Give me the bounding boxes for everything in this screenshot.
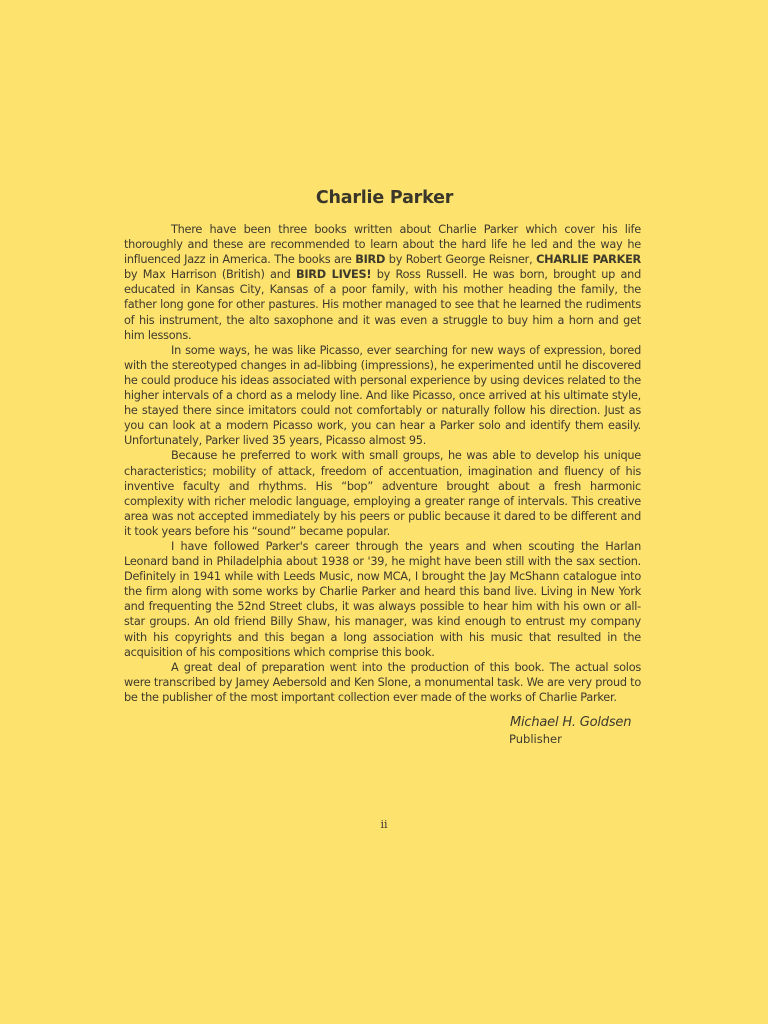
book-title: BIRD LIVES! [295, 268, 372, 282]
body-text [124, 222, 641, 705]
paragraph [124, 539, 641, 660]
paragraph-text: A great deal of preparation went into the production of this book. The actual solos were transcribed by Jamey Aebersold and Ken Slone, a monumental task. We are very proud to be the publisher of the most important collection ever made of the works of Charlie Parker. [124, 660, 641, 704]
signature-name: Michael H. Goldsen [510, 715, 632, 730]
paragraph-text: by Max Harrison (British) and [124, 268, 296, 282]
paragraph [124, 222, 641, 343]
paragraph [124, 448, 641, 539]
book-title: CHARLIE PARKER [536, 253, 641, 267]
paragraph-text: I have followed Parker's career through the years and when scouting the Harlan Leonard band in Philadelphia about 1938 or '39, he might have been still with the sax section. Definitely in 1941 while with Leeds Music, now MCA, I brought the Jay McShann catalogue into the firm along with some works by Charlie Parker and heard this band live. Living in New York and frequenting the 52nd Street clubs, it was always possible to hear him with his own or all-star groups. An old friend Billy Shaw, his manager, was kind enough to entrust my company with his copyrights and this began a long association with his music that resulted in the acquisition of his compositions which comprise this book. [124, 539, 641, 659]
paragraph-text: Because he preferred to work with small groups, he was able to develop his unique characteristics; mobility of attack, freedom of accentuation, imagination and fluency of his inventive faculty and rhythms. His “bop” adventure brought about a fresh harmonic complexity with richer melodic language, employing a greater range of intervals. This creative area was not accepted immediately by his peers or public because it dared to be different and it took years before his “sound” became popular. [124, 449, 641, 538]
page-title: Charlie Parker [315, 188, 454, 208]
paragraph [124, 343, 641, 449]
paragraph [124, 660, 641, 705]
signature-role: Publisher [509, 732, 562, 746]
signature-block [510, 714, 641, 748]
page-number: ii [380, 818, 388, 831]
paragraph-text: There have been three books written about Charlie Parker which cover his life thoroughly and these are recommended to learn about the hard life he led and the way he influenced Jazz in America. The books are [124, 223, 641, 267]
page-content [124, 188, 641, 748]
paragraph-text: by Robert George Reisner, [385, 253, 537, 267]
book-title: BIRD [355, 253, 386, 267]
paragraph-text: In some ways, he was like Picasso, ever searching for new ways of expression, bored with the stereotyped changes in ad-libbing (impressions), he experimented until he discovered he could produce his ideas associated with personal experience by using devices related to the higher intervals of a chord as a melody line. And like Picasso, once arrived at his ultimate style, he stayed there since imitators could not comfortably or naturally follow his direction. Just as you can look at a modern Picasso work, you can hear a Parker solo and identify them easily. Unfortunately, Parker lived 35 years, Picasso almost 95. [124, 343, 641, 448]
paragraph-text: by Ross Russell. He was born, brought up and educated in Kansas City, Kansas of a poor family, with his mother heading the family, the father long gone for other pastures. His mother managed to see that he learned the rudiments of his instrument, the alto saxophone and it was even a struggle to buy him a horn and get him lessons. [124, 268, 641, 342]
